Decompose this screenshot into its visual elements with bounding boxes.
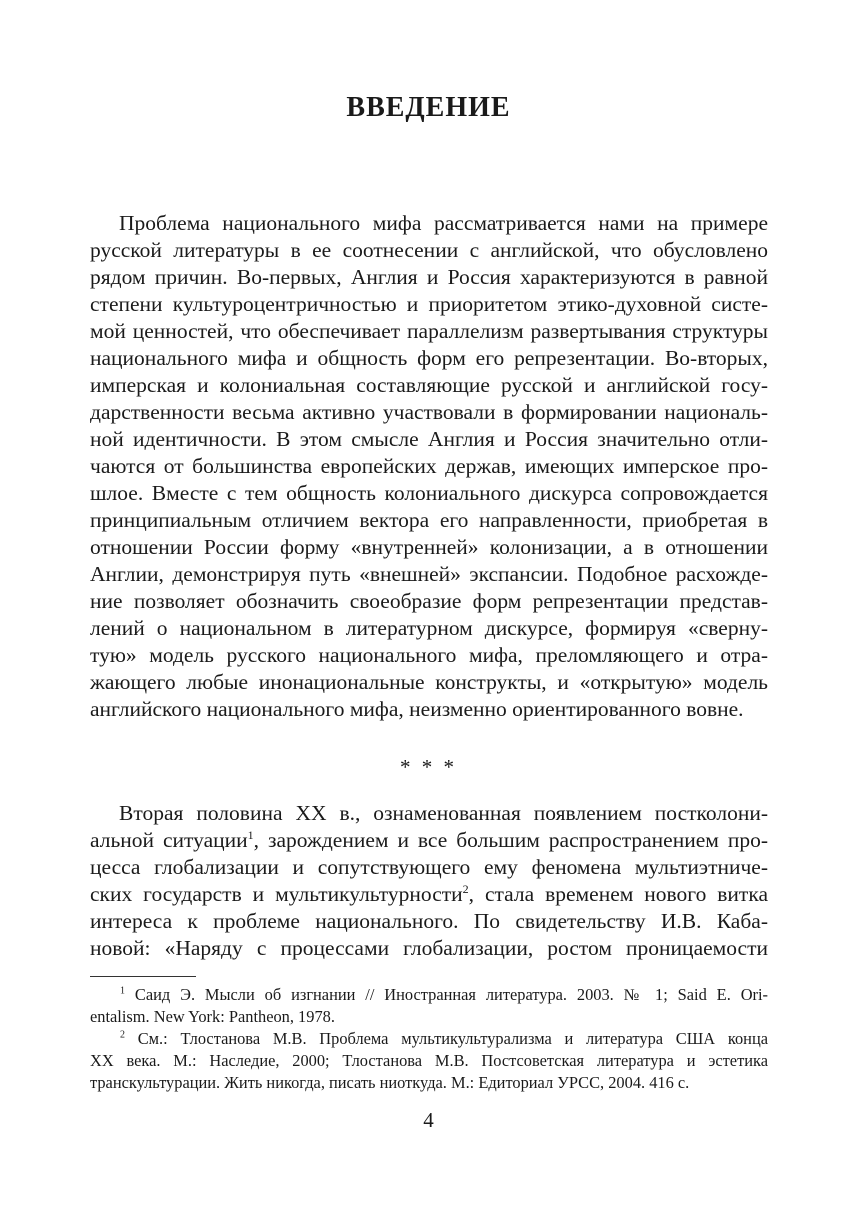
paragraph-line	[90, 881, 768, 908]
footnote-line	[90, 984, 768, 1006]
paragraph-text: ских государств и мультикультурности	[90, 882, 463, 906]
footnote-divider	[90, 976, 196, 977]
paragraph-second	[90, 800, 768, 962]
footnotes	[90, 984, 768, 1094]
paragraph-line: Проблема национального мифа рассматривается нами на примере	[119, 211, 768, 235]
footnote-text: См.: Тлостанова М.В. Проблема мультикультурализма и литература США конца	[137, 1029, 768, 1048]
footnote-line: entalism. New York: Pantheon, 1978.	[90, 1007, 335, 1026]
paragraph-line: ной идентичности. В этом смысле Англия и Россия значительно отли-	[90, 427, 768, 451]
footnote-line: транскультурации. Жить никогда, писать ниоткуда. М.: Едиториал УРСС, 2004. 416 с.	[90, 1073, 690, 1092]
footnote-text: Саид Э. Мысли об изгнании // Иностранная литература. 2003. № 1; Said E. Ori-	[134, 985, 768, 1004]
paragraph-line: цесса глобализации и сопутствующего ему феномена мультиэтниче-	[90, 855, 768, 879]
footnote-line: XX века. М.: Наследие, 2000; Тлостанова М.В. Постсоветская литература и эстетика	[90, 1051, 768, 1070]
section-separator: * * *	[400, 755, 457, 779]
footnote-1	[90, 984, 768, 1028]
paragraph-line: степени культуроцентричностью и приоритетом этико-духовной систе-	[90, 292, 768, 316]
footnote-reference[interactable]: 1	[247, 827, 254, 842]
paragraph-text: , стала временем нового витка	[468, 882, 768, 906]
footnote-reference[interactable]: 2	[462, 881, 469, 896]
paragraph-text: альной ситуации	[90, 828, 248, 852]
paragraph-line: лений о национальном в литературном дискурсе, формируя «сверну-	[90, 616, 768, 640]
footnote-marker: 2	[120, 1029, 125, 1041]
paragraph-line: имперская и колониальная составляющие русской и английской госу-	[90, 373, 768, 397]
footnote-line	[90, 1028, 768, 1050]
paragraph-text: , зарождением и все большим распространением про-	[253, 828, 768, 852]
paragraph-line: мой ценностей, что обеспечивает параллелизм развертывания структуры	[90, 319, 768, 343]
paragraph-line: интереса к проблеме национального. По свидетельству И.В. Каба-	[90, 909, 768, 933]
paragraph-line: дарственности весьма активно участвовали в формировании националь-	[90, 400, 768, 424]
paragraph-line: чаются от большинства европейских держав, имеющих имперское про-	[90, 454, 768, 478]
paragraph-line: национального мифа и общность форм его репрезентации. Во-вторых,	[90, 346, 768, 370]
paragraph-line: ние позволяет обозначить своеобразие форм репрезентации представ-	[90, 589, 768, 613]
footnote-2	[90, 1028, 768, 1094]
paragraph-line: русской литературы в ее соотнесении с английской, что обусловлено	[90, 238, 768, 262]
paragraph-line: Вторая половина XX в., ознаменованная появлением постколони-	[119, 801, 768, 825]
paragraph-line: английского национального мифа, неизменно ориентированного вовне.	[90, 697, 744, 721]
footnote-marker: 1	[120, 985, 125, 997]
page-number: 4	[423, 1108, 434, 1132]
paragraph-line: отношении России форму «внутренней» колонизации, а в отношении	[90, 535, 768, 559]
paragraph-line: Англии, демонстрируя путь «внешней» экспансии. Подобное расхожде-	[90, 562, 768, 586]
paragraph-line	[90, 827, 768, 854]
paragraph-line: тую» модель русского национального мифа, преломляющего и отра-	[90, 643, 768, 667]
paragraph-line: новой: «Наряду с процессами глобализации, ростом проницаемости	[90, 936, 768, 960]
paragraph-line: жающего любые инонациональные конструкты, и «открытую» модель	[90, 670, 768, 694]
paragraph-intro	[90, 210, 768, 723]
chapter-title: ВВЕДЕНИЕ	[346, 92, 511, 123]
paragraph-line: рядом причин. Во-первых, Англия и Россия характеризуются в равной	[90, 265, 768, 289]
paragraph-line: принципиальным отличием вектора его направленности, приобретая в	[90, 508, 768, 532]
paragraph-line: шлое. Вместе с тем общность колониального дискурса сопровождается	[90, 481, 768, 505]
